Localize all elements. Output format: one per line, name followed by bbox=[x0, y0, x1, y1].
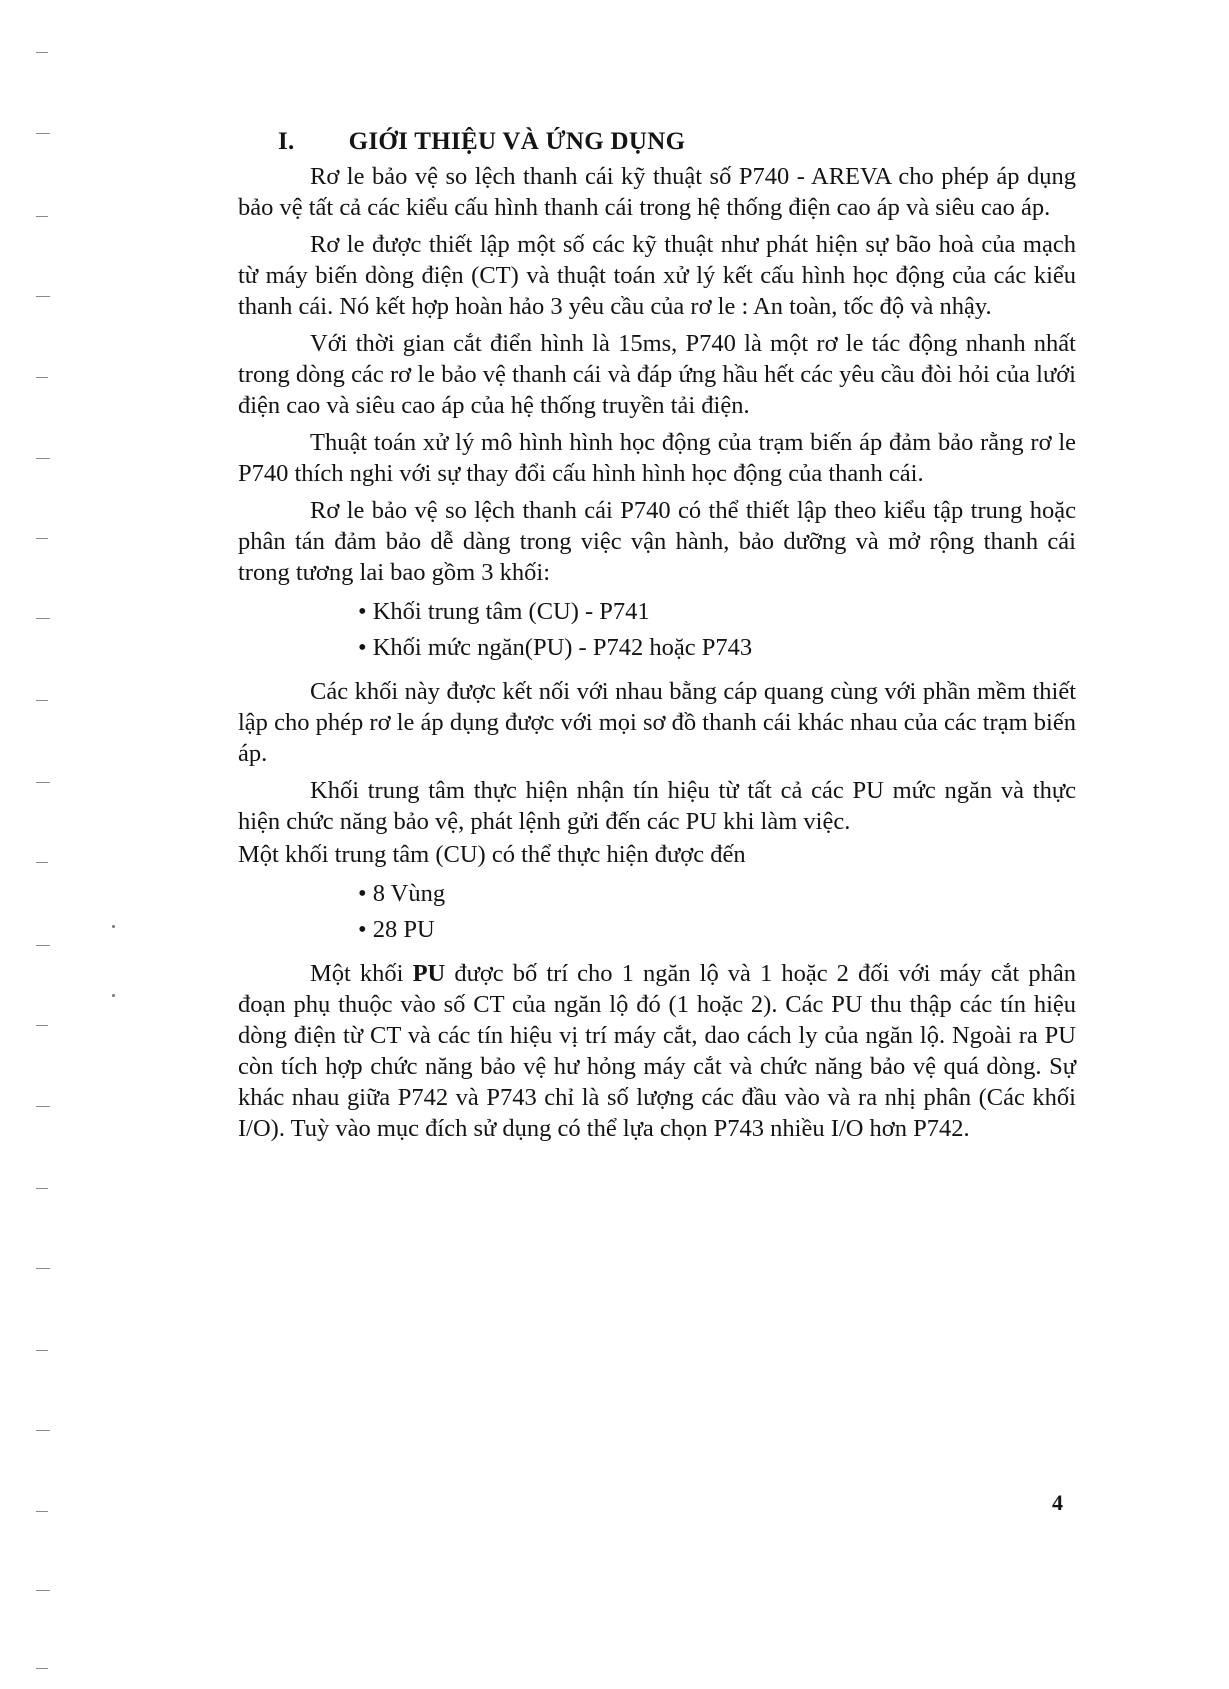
margin-tick bbox=[36, 1430, 50, 1431]
paragraph: Rơ le bảo vệ so lệch thanh cái P740 có thể thiết lập theo kiểu tập trung hoặc phân tán đảm bảo dễ dàng trong việc vận hành, bảo dưỡng và mở rộng thanh cái trong tương lai bao gồm 3 khối: bbox=[238, 497, 1076, 586]
list-item: • Khối mức ngăn(PU) - P742 hoặc P743 bbox=[358, 630, 1076, 666]
capacity-list bbox=[358, 876, 1076, 948]
section-number: I. bbox=[278, 128, 295, 155]
margin-tick bbox=[36, 1025, 48, 1026]
margin-tick bbox=[36, 700, 48, 701]
pu-bold-term: PU bbox=[412, 960, 446, 987]
margin-tick bbox=[36, 1350, 48, 1351]
list-item: • 8 Vùng bbox=[358, 876, 1076, 912]
section-heading bbox=[278, 126, 1076, 157]
margin-tick bbox=[36, 1590, 50, 1591]
margin-tick bbox=[36, 1668, 48, 1669]
margin-tick bbox=[36, 862, 48, 863]
paragraph: Rơ le bảo vệ so lệch thanh cái kỹ thuật số P740 - AREVA cho phép áp dụng bảo vệ tất cả các kiểu cấu hình thanh cái trong hệ thống điện cao áp và siêu cao áp. bbox=[238, 163, 1076, 221]
block-list bbox=[358, 594, 1076, 666]
margin-tick bbox=[36, 377, 48, 378]
list-item: • Khối trung tâm (CU) - P741 bbox=[358, 594, 1076, 630]
paragraph: Rơ le được thiết lập một số các kỹ thuật như phát hiện sự bão hoà của mạch từ máy biến dòng điện (CT) và thuật toán xử lý kết cấu hình học động của các kiểu thanh cái. Nó kết hợp hoàn hảo 3 yêu cầu của rơ le : An toàn, tốc độ và nhậy. bbox=[238, 231, 1076, 320]
page-number: 4 bbox=[1052, 1490, 1063, 1515]
pu-text-start: Một khối bbox=[310, 960, 413, 987]
cu-intro: Một khối trung tâm (CU) có thể thực hiện được đến bbox=[238, 841, 746, 868]
paragraph: Với thời gian cắt điển hình là 15ms, P740 là một rơ le tác động nhanh nhất trong dòng các rơ le bảo vệ thanh cái và đáp ứng hầu hết các yêu cầu đòi hỏi của lưới điện cao và siêu cao áp của hệ thống truyền tải điện. bbox=[238, 330, 1076, 419]
list-item: • 28 PU bbox=[358, 912, 1076, 948]
margin-tick bbox=[36, 945, 50, 946]
margin-tick bbox=[36, 782, 50, 783]
paragraph: Khối trung tâm thực hiện nhận tín hiệu từ tất cả các PU mức ngăn và thực hiện chức năng bảo vệ, phát lệnh gửi đến các PU khi làm việc. bbox=[238, 777, 1076, 835]
margin-tick bbox=[36, 52, 48, 53]
margin-tick bbox=[36, 618, 50, 619]
pu-text-rest: được bố trí cho 1 ngăn lộ và 1 hoặc 2 đối với máy cắt phân đoạn phụ thuộc vào số CT của ngăn lộ đó (1 hoặc 2). Các PU thu thập các tín hiệu dòng điện từ CT và các tín hiệu vị trí máy cắt, dao cách ly của ngăn lộ. Ngoài ra PU còn tích hợp chức năng bảo vệ hư hỏng máy cắt và chức năng bảo vệ quá dòng. Sự khác nhau giữa P742 và P743 chỉ là số lượng các đầu vào và ra nhị phân (Các khối I/O). Tuỳ vào mục đích sử dụng có thể lựa chọn P743 nhiều I/O hơn P742. bbox=[238, 960, 1076, 1142]
margin-tick bbox=[36, 1268, 50, 1269]
margin-tick bbox=[36, 538, 48, 539]
margin-tick bbox=[36, 216, 48, 217]
margin-tick bbox=[36, 458, 50, 459]
main-text bbox=[238, 126, 1076, 1150]
margin-tick bbox=[36, 1106, 50, 1107]
section-title: GIỚI THIỆU VÀ ỨNG DỤNG bbox=[348, 128, 686, 155]
paragraph-pu bbox=[238, 958, 1076, 1144]
margin-tick bbox=[36, 1511, 48, 1512]
margin-tick bbox=[36, 133, 50, 134]
scan-speck bbox=[112, 994, 115, 997]
paragraph: Thuật toán xử lý mô hình hình học động của trạm biến áp đảm bảo rằng rơ le P740 thích nghi với sự thay đổi cấu hình hình học động của thanh cái. bbox=[238, 429, 1076, 487]
binding-margin-marks bbox=[36, 0, 66, 1689]
margin-tick bbox=[36, 296, 50, 297]
margin-tick bbox=[36, 1188, 48, 1189]
paragraph: Các khối này được kết nối với nhau bằng cáp quang cùng với phần mềm thiết lập cho phép rơ le áp dụng được với mọi sơ đồ thanh cái khác nhau của các trạm biến áp. bbox=[238, 678, 1076, 767]
scan-speck bbox=[112, 925, 115, 928]
